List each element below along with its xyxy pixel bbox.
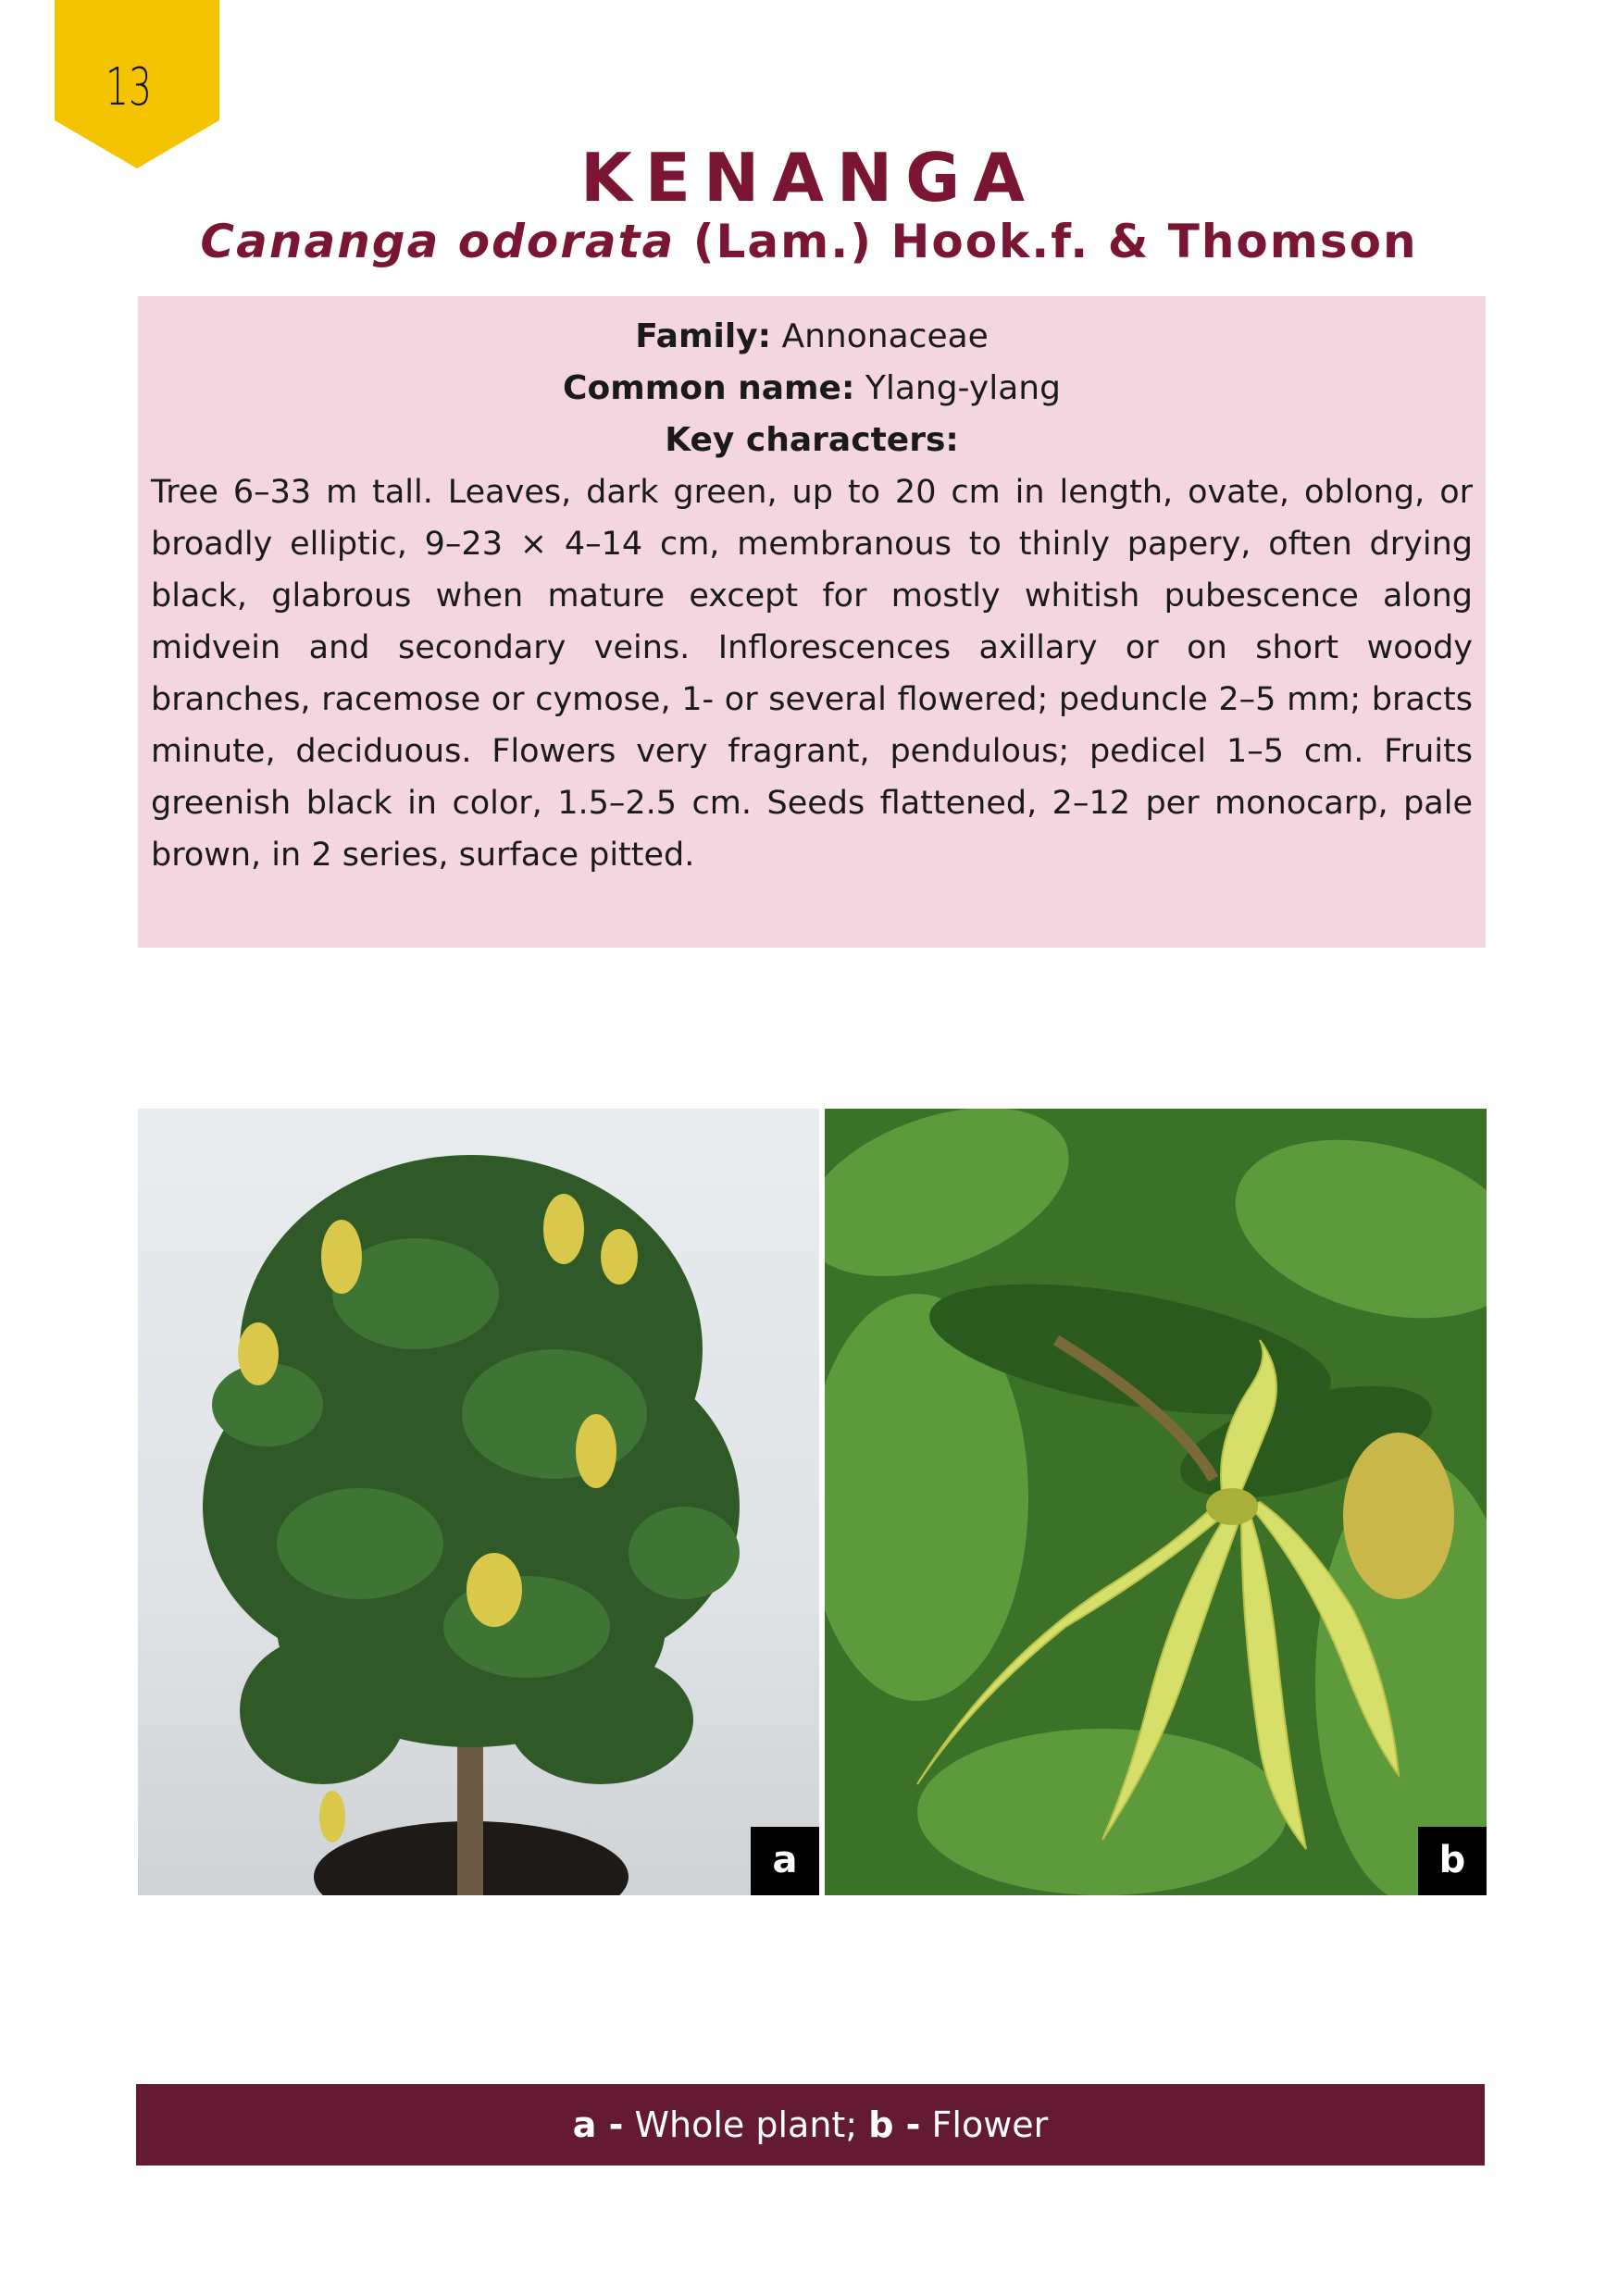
key-characters-label: Key characters:: [665, 421, 959, 459]
photo-whole-plant: [138, 1109, 819, 1895]
common-name-label: Common name:: [563, 369, 855, 407]
caption-text-a: Whole plant;: [634, 2104, 858, 2145]
key-characters-heading: [151, 415, 1473, 466]
scientific-name-binomial: Cananga odorata: [200, 215, 676, 268]
photo-label-a: a: [751, 1827, 819, 1895]
common-name-value: Ylang-ylang: [865, 369, 1061, 407]
page-number: 13: [106, 57, 152, 118]
caption-text-b: Flower: [931, 2104, 1049, 2145]
scientific-name: [0, 215, 1618, 268]
photo-label-b: b: [1418, 1827, 1487, 1895]
family-label: Family:: [635, 317, 772, 355]
common-name-line: [151, 363, 1473, 415]
flower-illustration: [825, 1109, 1487, 1895]
key-characters-description: Tree 6–33 m tall. Leaves, dark green, up to 20 cm in length, ovate, oblong, or broadly elliptic, 9–23 × 4–14 cm, membranous to thinly papery, often drying black, glabrous when mature except for mostly whitish pubescence along midvein and secondary veins. Inflorescences axillary or on short woody branches, racemose or cymose, 1- or several flowered; peduncle 2–5 mm; bracts minute, deciduous. Flowers very fragrant, pendulous; pedicel 1–5 cm. Fruits greenish black in color, 1.5–2.5 cm. Seeds flattened, 2–12 per monocarp, pale brown, in 2 series, surface pitted.: [151, 474, 1473, 874]
figure-caption: [136, 2084, 1485, 2166]
whole-plant-illustration: [138, 1109, 819, 1895]
scientific-name-authority: (Lam.) Hook.f. & Thomson: [692, 215, 1418, 268]
family-line: [151, 311, 1473, 363]
family-value: Annonaceae: [781, 317, 989, 355]
page-title: KENANGA: [579, 139, 1039, 217]
caption-key-a: a -: [572, 2104, 624, 2145]
caption-key-b: b -: [868, 2104, 921, 2145]
photo-flower: [825, 1109, 1487, 1895]
species-info-box: [138, 296, 1486, 948]
